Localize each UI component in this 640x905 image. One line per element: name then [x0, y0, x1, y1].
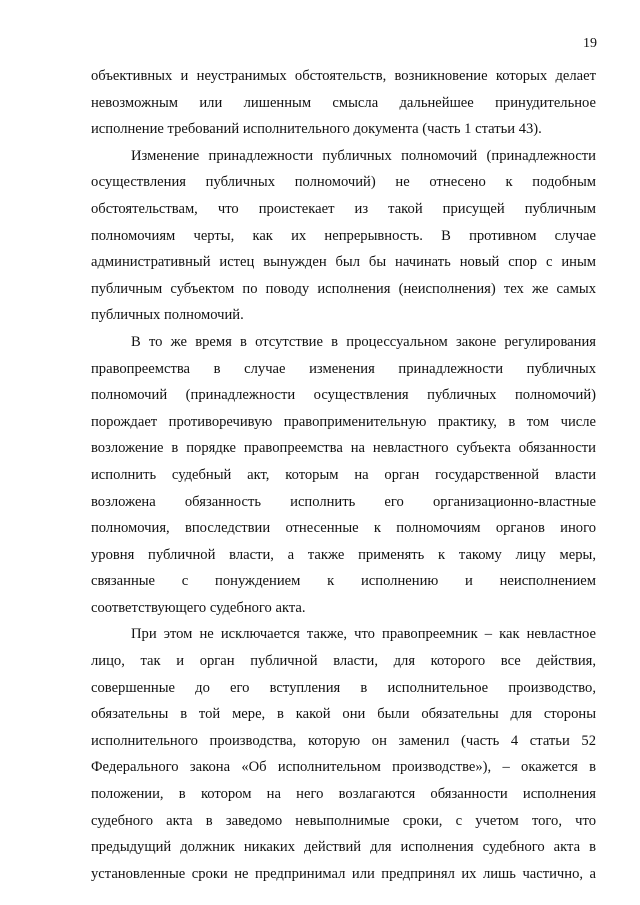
- text-line: полномочиям черты, как их непрерывность. В противном случае: [91, 227, 596, 244]
- text-line: судебного акта в заведомо невыполнимые сроки, с учетом того, что: [91, 812, 596, 829]
- text-line: Федерального закона «Об исполнительном производстве»), – окажется в: [91, 759, 596, 776]
- text-line: исполнить судебный акт, которым на орган государственной власти: [91, 466, 596, 483]
- text-line: Изменение принадлежности публичных полномочий (принадлежности: [131, 147, 596, 164]
- text-line: осуществления публичных полномочий) не отнесено к подобным: [91, 174, 596, 191]
- text-line: исполнительного производства, которую он заменил (часть 4 статьи 52: [91, 732, 596, 749]
- text-line: невозможным или лишенным смысла дальнейшее принудительное: [91, 94, 596, 111]
- text-line: В то же время в отсутствие в процессуальном законе регулирования: [131, 333, 596, 350]
- text-line: полномочий (принадлежности осуществления публичных полномочий): [91, 387, 596, 404]
- text-line: административный истец вынужден был бы начинать новый спор с иным: [91, 254, 596, 271]
- text-line: правопреемства в случае изменения принадлежности публичных: [91, 360, 596, 377]
- document-body: [91, 63, 596, 887]
- text-line: лицо, так и орган публичной власти, для которого все действия,: [91, 653, 596, 670]
- text-line: возложение в порядке правопреемства на невластного субъекта обязанности: [91, 440, 596, 457]
- text-line: установленные сроки не предпринимал или предпринял их лишь частично, а: [91, 865, 596, 882]
- text-line: предыдущий должник никаких действий для исполнения судебного акта в: [91, 839, 596, 856]
- text-line: полномочия, впоследствии отнесенные к полномочиям органов иного: [91, 520, 596, 537]
- text-line: публичных полномочий.: [91, 307, 244, 324]
- text-line: соответствующего судебного акта.: [91, 599, 306, 616]
- text-line: связанные с понуждением к исполнению и неисполнением: [91, 573, 596, 590]
- text-line: совершенные до его вступления в исполнительное производство,: [91, 679, 596, 696]
- text-line: уровня публичной власти, а также применять к такому лицу меры,: [91, 546, 596, 563]
- page-number: 19: [583, 36, 597, 51]
- text-line: положении, в котором на него возлагаются обязанности исполнения: [91, 786, 596, 803]
- text-line: исполнение требований исполнительного документа (часть 1 статьи 43).: [91, 121, 542, 138]
- text-line: возложена обязанность исполнить его организационно-властные: [91, 493, 596, 510]
- text-line: обязательны в той мере, в какой они были обязательны для стороны: [91, 706, 596, 723]
- text-line: порождает противоречивую правоприменительную практику, в том числе: [91, 413, 596, 430]
- text-line: обстоятельствам, что проистекает из такой присущей публичным: [91, 200, 596, 217]
- text-line: При этом не исключается также, что правопреемник – как невластное: [131, 626, 596, 643]
- text-line: объективных и неустранимых обстоятельств, возникновение которых делает: [91, 68, 596, 84]
- text-line: публичным субъектом по поводу исполнения (неисполнения) тех же самых: [91, 280, 596, 297]
